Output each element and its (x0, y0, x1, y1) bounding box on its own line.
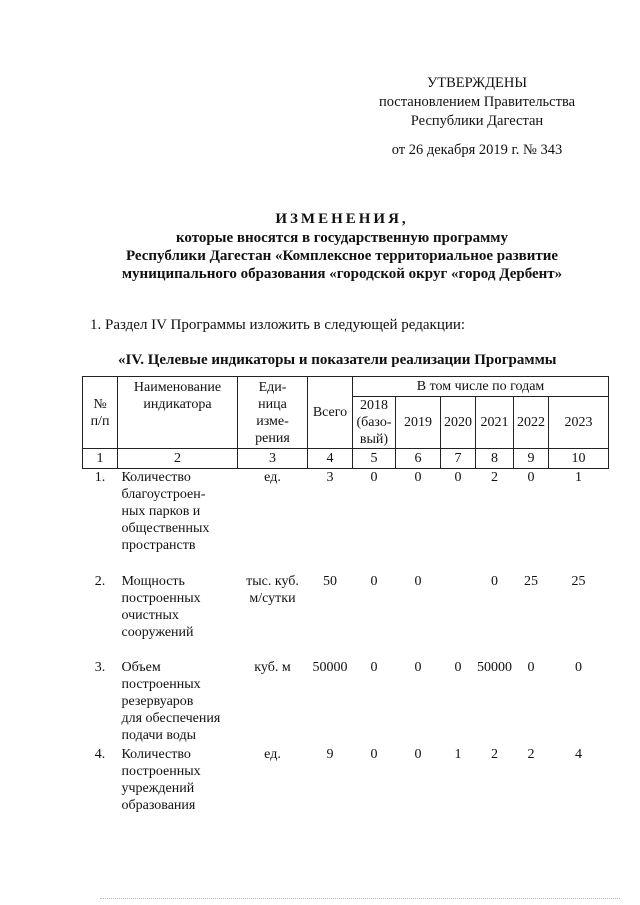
indicator-name-line: резервуаров (121, 693, 194, 709)
value-2019: 0 (414, 746, 422, 762)
header-unit-line-2: ница (258, 396, 287, 412)
value-2023: 1 (575, 470, 583, 485)
header-years-group: В том числе по годам (353, 377, 609, 397)
section-instruction: 1. Раздел IV Программы изложить в следующей редакции: (90, 317, 466, 333)
indicator-name (118, 659, 238, 746)
unit-line: куб. м (254, 659, 291, 675)
unit-line: м/сутки (249, 590, 296, 606)
value-2022: 2 (527, 746, 535, 762)
header-number (83, 377, 118, 449)
value-2018: 0 (370, 470, 378, 485)
value-2020 (441, 573, 476, 659)
header-year-2022: 2022 (514, 397, 549, 449)
document-heading (60, 210, 624, 283)
indicator-name-line: очистных (121, 607, 179, 623)
row-number: 4. (94, 746, 106, 762)
indicator-name-line: сооружений (121, 624, 194, 640)
value-2022: 25 (524, 573, 538, 589)
indicator-name-line: Количество (121, 746, 191, 762)
header-name-line-1: Наименование (133, 380, 222, 395)
approval-line-1: постановлением Правительства (378, 94, 576, 110)
value-2021: 0 (491, 573, 498, 589)
value-2019: 0 (414, 573, 422, 589)
value-2018: 0 (370, 746, 378, 762)
value-2020: 0 (454, 470, 462, 485)
heading-line-2: Республики Дагестан «Комплексное территориальное развитие (125, 248, 559, 264)
value-2023: 4 (575, 746, 583, 762)
total-cell: 9 (326, 746, 334, 762)
indicator-name (118, 573, 238, 659)
value-2019: 0 (414, 470, 422, 485)
column-number: 5 (353, 449, 396, 469)
approval-date: от 26 декабря 2019 г. № 343 (391, 142, 563, 158)
indicator-name-line: благоустроен- (121, 487, 206, 502)
column-number-row (83, 449, 609, 469)
indicator-name-line: построенных (121, 590, 201, 606)
value-2020: 0 (454, 659, 462, 675)
indicator-name-line: ных парков и (121, 504, 201, 519)
header-year-2023: 2023 (549, 397, 609, 449)
indicator-name (118, 746, 238, 826)
column-number: 7 (441, 449, 476, 469)
indicator-name-line: Мощность (121, 573, 185, 589)
indicator-name-line: Объем (121, 659, 161, 675)
approval-title: УТВЕРЖДЕНЫ (426, 75, 528, 91)
value-2022: 0 (527, 470, 535, 485)
indicator-name-line: построенных (121, 763, 201, 779)
column-number: 8 (476, 449, 514, 469)
unit-cell (238, 573, 308, 659)
unit-line: ед. (264, 470, 281, 485)
header-year-2018 (353, 397, 396, 449)
unit-line: ед. (264, 746, 281, 762)
header-year-2021: 2021 (476, 397, 514, 449)
value-2023: 0 (575, 659, 583, 675)
indicator-name-line: Количество (121, 470, 191, 485)
total-cell: 50 (323, 573, 337, 589)
value-2020: 1 (454, 746, 462, 762)
column-number: 4 (308, 449, 353, 469)
unit-cell (238, 469, 308, 573)
table-row (83, 469, 609, 573)
approval-block (372, 74, 582, 160)
footer-divider (100, 898, 620, 899)
unit-cell (238, 659, 308, 746)
indicator-name-line: подачи воды (121, 727, 197, 743)
value-2021: 2 (491, 470, 498, 485)
row-number: 2. (94, 573, 106, 589)
column-number: 3 (238, 449, 308, 469)
indicator-name-line: образования (121, 797, 196, 813)
value-2023: 25 (571, 573, 586, 589)
header-year-2018-line-3: вый) (359, 432, 389, 447)
unit-line: тыс. куб. (246, 573, 299, 589)
value-2021: 50000 (477, 659, 512, 675)
value-2021: 2 (491, 746, 498, 762)
column-number: 2 (118, 449, 238, 469)
column-number: 6 (396, 449, 441, 469)
header-year-2018-line-2: (базо- (356, 415, 392, 430)
header-unit-line-3: изме- (256, 413, 289, 429)
row-number: 3. (94, 659, 106, 675)
header-name (118, 377, 238, 449)
table-row (83, 659, 609, 746)
header-number-line-2: п/п (90, 413, 110, 429)
header-year-2020: 2020 (441, 397, 476, 449)
row-number: 1. (94, 470, 106, 485)
value-2018: 0 (370, 659, 378, 675)
document-title: ИЗМЕНЕНИЯ, (275, 211, 409, 227)
value-2019: 0 (414, 659, 422, 675)
header-year-2018-line-1: 2018 (360, 398, 388, 413)
table-row (83, 746, 609, 826)
header-unit-line-1: Еди- (258, 379, 287, 395)
total-cell: 3 (326, 470, 334, 485)
indicator-name-line: учреждений (121, 780, 195, 796)
heading-line-1: которые вносятся в государственную программу (175, 230, 509, 246)
header-year-2019: 2019 (396, 397, 441, 449)
total-cell: 50000 (312, 659, 348, 675)
header-total: Всего (308, 377, 353, 449)
table-row (83, 573, 609, 659)
approval-line-2: Республики Дагестан (410, 113, 544, 129)
indicator-name-line: общественных (121, 521, 210, 536)
unit-cell (238, 746, 308, 826)
header-number-line-1: № (93, 396, 107, 412)
value-2022: 0 (527, 659, 535, 675)
indicator-name (118, 469, 238, 573)
header-name-line-2: индикатора (143, 397, 212, 412)
heading-line-3: муниципального образования «городской округ «город Дербент» (121, 266, 563, 282)
column-number: 10 (549, 449, 609, 469)
header-unit (238, 377, 308, 449)
indicator-name-line: для обеспечения (121, 710, 221, 726)
indicator-name-line: построенных (121, 676, 201, 692)
header-unit-line-4: рения (255, 430, 290, 446)
column-number: 9 (514, 449, 549, 469)
table-title: «IV. Целевые индикаторы и показатели реализации Программы (118, 352, 557, 368)
indicators-table (82, 376, 609, 826)
indicator-name-line: пространств (121, 538, 196, 553)
column-number: 1 (83, 449, 118, 469)
value-2018: 0 (370, 573, 378, 589)
